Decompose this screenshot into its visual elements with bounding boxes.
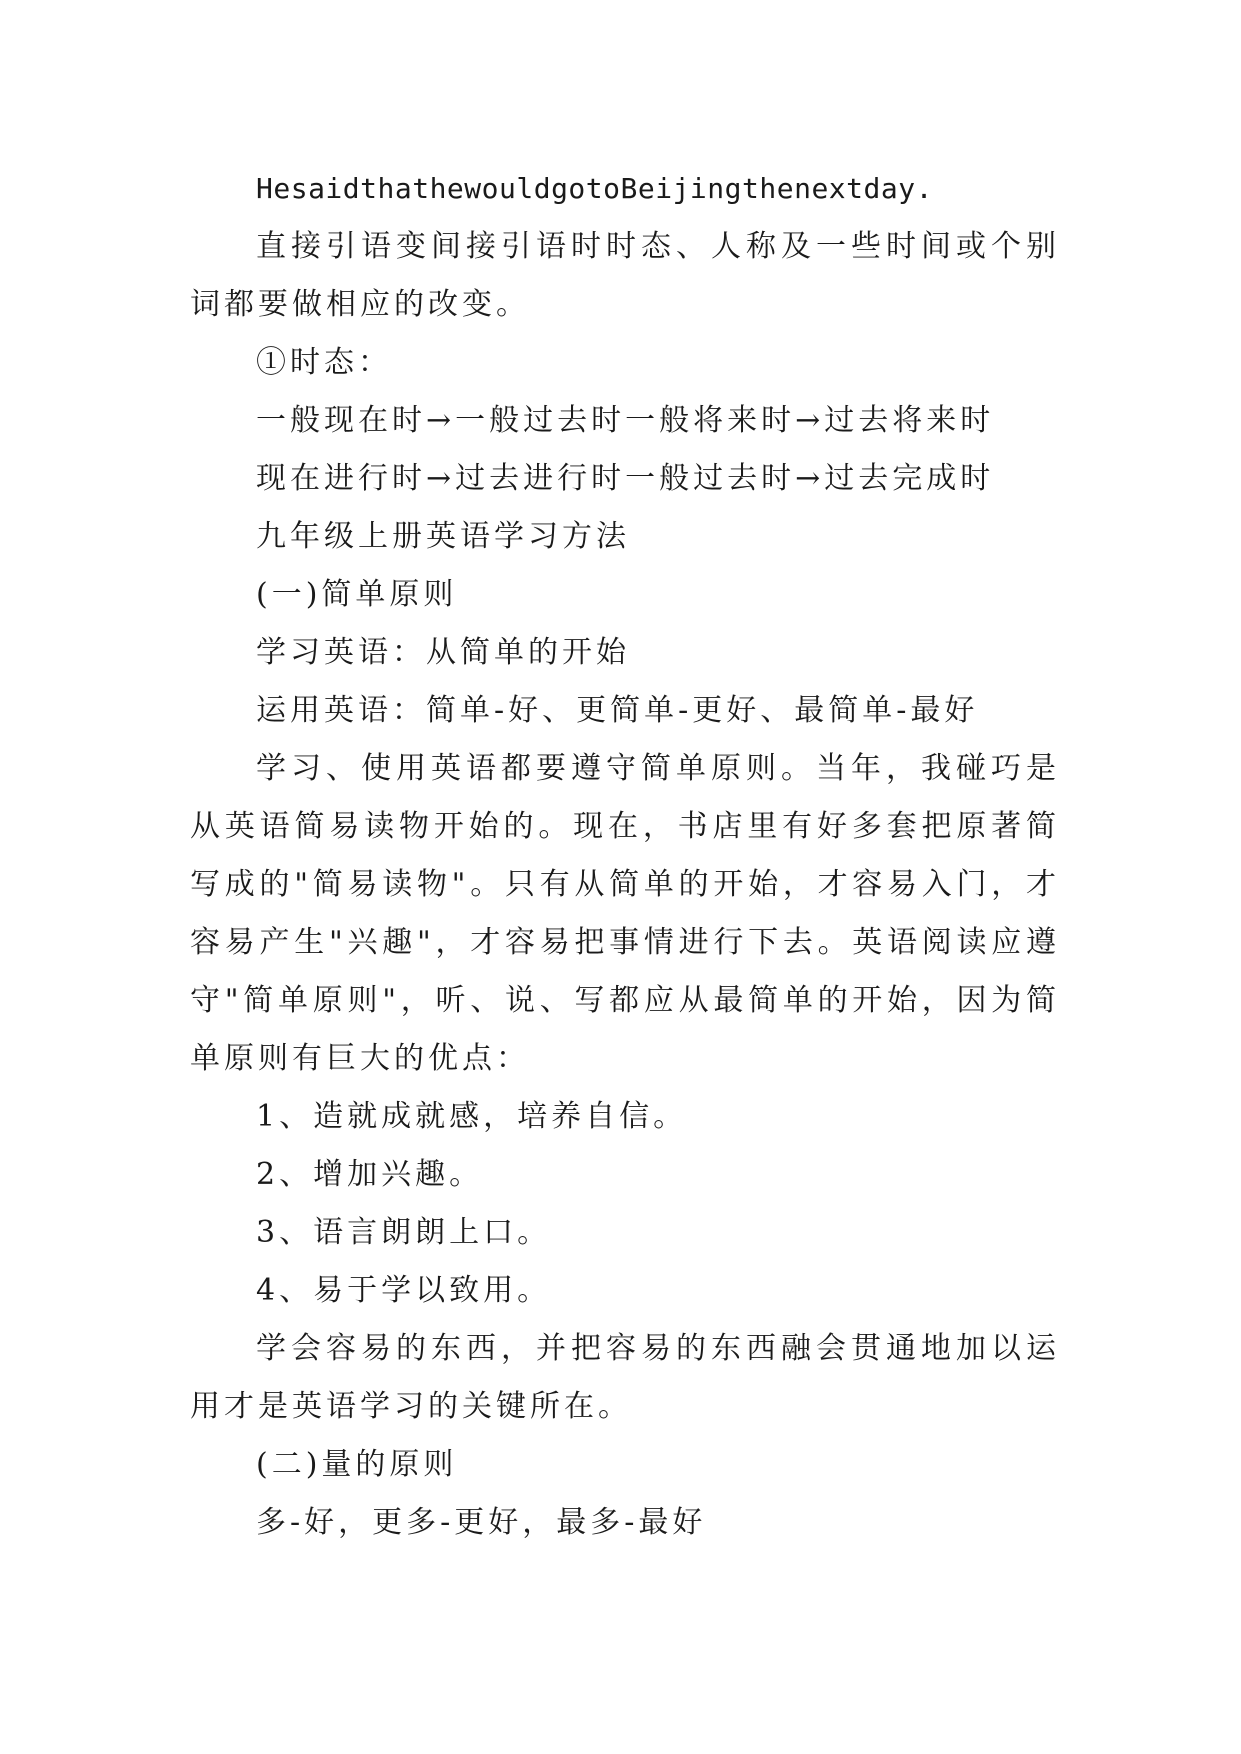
section-title: 九年级上册英语学习方法: [256, 519, 630, 554]
tense-rule-1: 一般现在时→一般过去时一般将来时→过去将来时: [256, 403, 995, 438]
paragraph-key-point: 学会容易的东西，并把容易的东西融会贯通地加以运用才是英语学习的关键所在。: [190, 1331, 1060, 1424]
learning-line: 学习英语：从简单的开始: [256, 635, 630, 670]
list-item: 3、语言朗朗上口。: [256, 1215, 552, 1250]
paragraph-reported-speech-intro: 直接引语变间接引语时时态、人称及一些时间或个别词都要做相应的改变。: [190, 229, 1060, 322]
principle-heading-2: (二)量的原则: [256, 1447, 458, 1482]
list-item: 2、增加兴趣。: [256, 1157, 484, 1192]
list-item: 4、易于学以致用。: [256, 1273, 552, 1308]
quantity-line: 多-好，更多-更好，最多-最好: [256, 1505, 707, 1540]
paragraph-simple-principle: 学习、使用英语都要遵守简单原则。当年，我碰巧是从英语简易读物开始的。现在，书店里有好多套把原著简写成的"简易读物"。只有从简单的开始，才容易入门，才容易产生"兴趣"，才容易把事情进行下去。英语阅读应遵守"简单原则"，听、说、写都应从最简单的开始，因为简单原则有巨大的优点：: [190, 751, 1060, 1076]
example-sentence: HesaidthathewouldgotoBeijingthenextday.: [256, 172, 933, 205]
document-body: [190, 160, 1060, 1552]
tense-heading: ①时态：: [256, 345, 392, 380]
principle-heading-1: (一)简单原则: [256, 577, 458, 612]
list-item: 1、造就成就感，培养自信。: [256, 1099, 688, 1134]
tense-rule-2: 现在进行时→过去进行时一般过去时→过去完成时: [256, 461, 995, 496]
usage-line: 运用英语：简单-好、更简单-更好、最简单-最好: [256, 693, 979, 728]
